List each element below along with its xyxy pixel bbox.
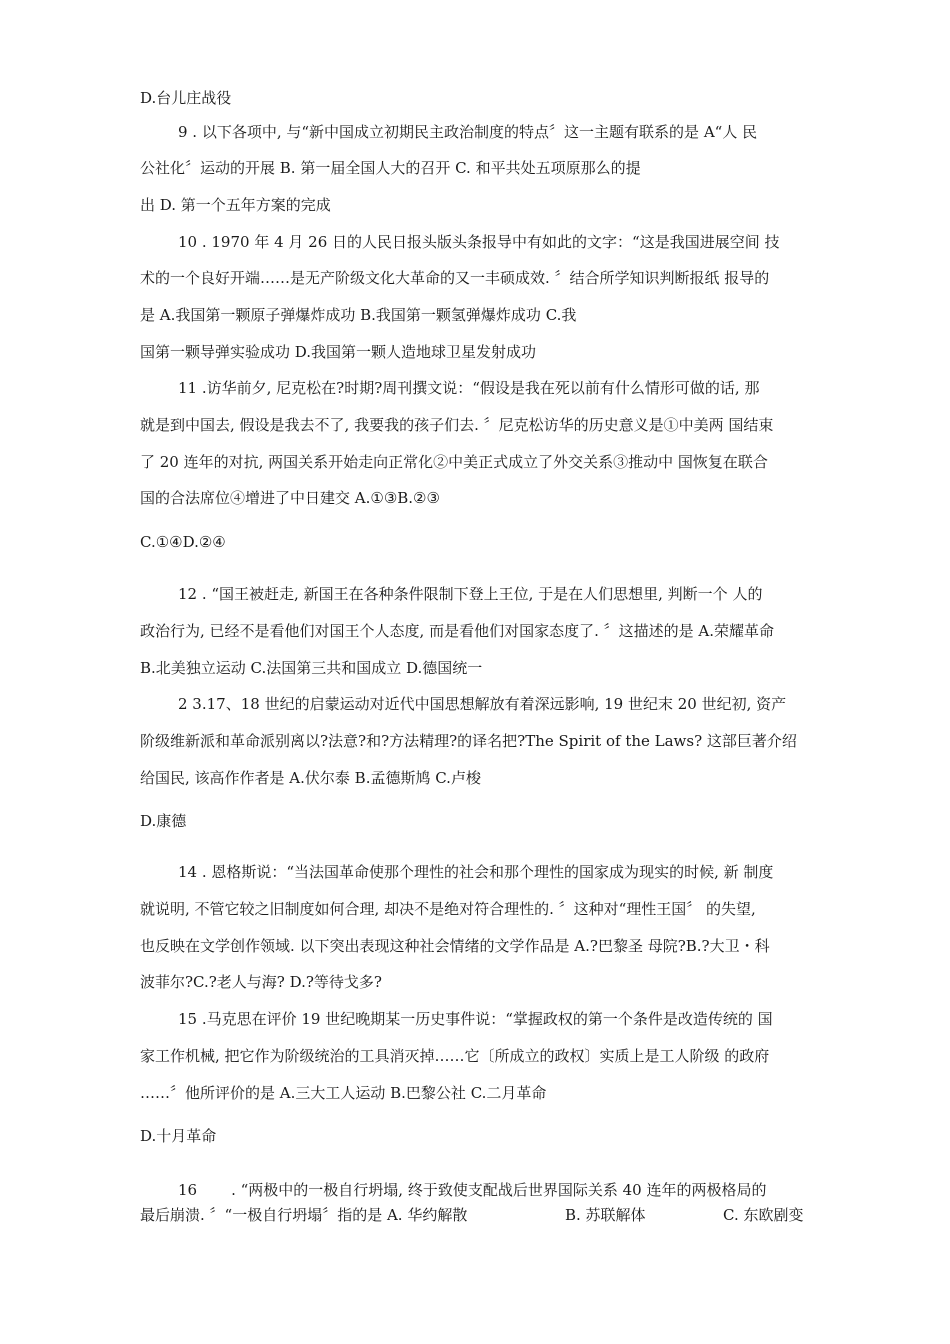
question-10-line-1: 10 . 1970 年 4 月 26 日的人民日报头版头条报导中有如此的文字：“这是我国进展空间 技 — [178, 233, 780, 251]
question-10-line-2: 术的一个良好开端……是无产阶级文化大革命的又一丰硕成效. 〞结合所学知识判断报纸 报导的 — [140, 269, 770, 287]
question-16-option-b: B. 苏联解体 — [565, 1206, 646, 1224]
question-9-line-2: 公社化〞运动的开展 B. 第一届全国人大的召开 C. 和平共处五项原那么的提 — [140, 159, 641, 177]
question-16-stem-end-option-a: 最后崩溃. 〞“一极自行坍塌〞指的是 A. 华约解散 — [140, 1206, 468, 1224]
question-16-option-c: C. 东欧剧变 — [723, 1206, 804, 1224]
question-13-line-1: 2 3.17、18 世纪的启蒙运动对近代中国思想解放有着深远影响, 19 世纪末 20 世纪初, 资产 — [178, 695, 787, 713]
question-11-line-1: 11 .访华前夕, 尼克松在?时期?周刊撰文说：“假设是我在死以前有什么情形可做的话, 那 — [178, 379, 760, 397]
question-13-line-2: 阶级维新派和革命派别离以?法意?和?方法精理?的译名把?The Spirit of the Laws? 这部巨著介绍 — [140, 732, 797, 750]
question-13-line-3: 给国民, 该高作作者是 A.伏尔泰 B.孟德斯鸠 C.卢梭 — [140, 769, 481, 787]
question-9-line-1: 9 . 以下各项中, 与“新中国成立初期民主政治制度的特点〞这一主题有联系的是 A“人 民 — [178, 123, 758, 141]
question-14-line-3: 也反映在文学创作领域. 以下突出表现这种社会情绪的文学作品是 A.?巴黎圣 母院?B.?大卫・科 — [140, 937, 770, 955]
question-11-line-4: 国的合法席位④增进了中日建交 A.①③B.②③ — [140, 489, 440, 507]
question-11-line-3: 了 20 连年的对抗, 两国关系开始走向正常化②中美正式成立了外交关系③推动中 国恢复在联合 — [140, 453, 768, 471]
question-10-line-3: 是 A.我国第一颗原子弹爆炸成功 B.我国第一颗氢弹爆炸成功 C.我 — [140, 306, 577, 324]
question-13-line-4: D.康德 — [140, 812, 187, 830]
question-16-stem: . “两极中的一极自行坍塌, 终于致使支配战后世界国际关系 40 连年的两极格局的 — [231, 1181, 767, 1199]
question-15-line-4: D.十月革命 — [140, 1127, 217, 1145]
question-14-line-2: 就说明, 不管它较之旧制度如何合理, 却决不是绝对符合理性的. 〞这种对“理性王国〞 的失望, — [140, 900, 756, 918]
question-16-line-1 — [178, 1180, 766, 1200]
question-15-line-1: 15 .马克思在评价 19 世纪晚期某一历史事件说：“掌握政权的第一个条件是改造传统的 国 — [178, 1010, 773, 1028]
question-12-line-3: B.北美独立运动 C.法国第三共和国成立 D.德国统一 — [140, 659, 483, 677]
question-14-line-4: 波菲尔?C.?老人与海? D.?等待戈多? — [140, 973, 382, 991]
question-11-line-2: 就是到中国去, 假设是我去不了, 我要我的孩子们去. 〞尼克松访华的历史意义是①中美两 国结束 — [140, 416, 774, 434]
text-line-1: D.台儿庄战役 — [140, 89, 232, 107]
question-14-line-1: 14 . 恩格斯说：“当法国革命使那个理性的社会和那个理性的国家成为现实的时候, 新 制度 — [178, 863, 774, 881]
question-12-line-1: 12 . “国王被赶走, 新国王在各种条件限制下登上王位, 于是在人们思想里, 判断一个 人的 — [178, 585, 763, 603]
question-16-line-2 — [140, 1205, 820, 1225]
question-9-line-3: 出 D. 第一个五年方案的完成 — [140, 196, 331, 214]
question-10-line-4: 国第一颗导弹实验成功 D.我国第一颗人造地球卫星发射成功 — [140, 343, 537, 361]
question-15-line-2: 家工作机械, 把它作为阶级统治的工具消灭掉……它〔所成立的政权〕实质上是工人阶级 的政府 — [140, 1047, 770, 1065]
question-15-line-3: ……〞他所评价的是 A.三大工人运动 B.巴黎公社 C.二月革命 — [140, 1084, 547, 1102]
question-12-line-2: 政治行为, 已经不是看他们对国王个人态度, 而是看他们对国家态度了. 〞这描述的是 A.荣耀革命 — [140, 622, 774, 640]
question-16-number: 16 — [178, 1181, 198, 1199]
question-11-line-5: C.①④D.②④ — [140, 533, 226, 551]
